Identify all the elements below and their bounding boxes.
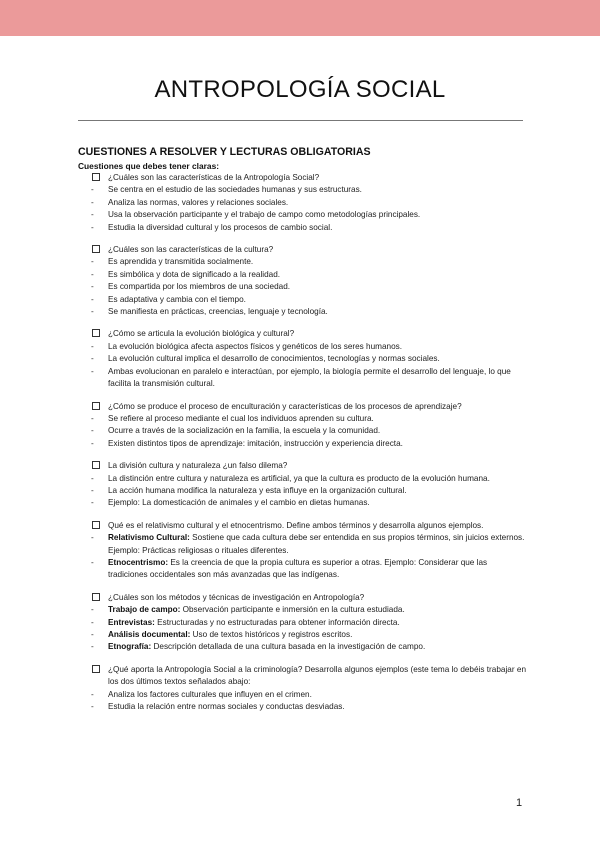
list-item [78, 269, 526, 281]
item-text: La distinción entre cultura y naturaleza es artificial, ya que la cultura es producto de la evolución humana. [108, 473, 490, 483]
answer-list [78, 689, 526, 714]
dash-bullet-icon: - [91, 485, 94, 495]
term-description: Sostiene que cada cultura debe ser entendida en sus propios términos, sin juicios externos. Ejemplo: Prácticas religiosas o rituales diferentes. [108, 533, 525, 555]
question-text: ¿Cómo se produce el proceso de enculturación y características de los procesos de aprendizaje? [108, 401, 462, 411]
question-item [78, 244, 526, 256]
question-item [78, 664, 526, 689]
item-text: Analiza los factores culturales que influyen en el crimen. [108, 689, 312, 699]
answer-list [78, 413, 526, 450]
list-item [78, 629, 526, 641]
dash-bullet-icon: - [91, 354, 94, 364]
question-item [78, 328, 526, 340]
item-text: Es compartida por los miembros de una sociedad. [108, 282, 291, 292]
question-text: ¿Cómo se articula la evolución biológica y cultural? [108, 329, 295, 339]
dash-bullet-icon: - [91, 269, 94, 279]
checkbox-icon[interactable] [92, 329, 100, 337]
item-text: La acción humana modifica la naturaleza y esta influye en la organización cultural. [108, 485, 407, 495]
item-text: La evolución biológica afecta aspectos físicos y genéticos de los seres humanos. [108, 341, 403, 351]
dash-bullet-icon: - [91, 222, 94, 232]
checkbox-icon[interactable] [92, 402, 100, 410]
item-text: Se centra en el estudio de las sociedades humanas y sus estructuras. [108, 185, 362, 195]
question-item [78, 401, 526, 413]
answer-list [78, 532, 526, 582]
question-text: ¿Cuáles son las características de la Antropología Social? [108, 173, 320, 182]
list-item [78, 197, 526, 209]
dash-bullet-icon: - [91, 689, 94, 699]
dash-bullet-icon: - [91, 473, 94, 483]
question-block [78, 520, 526, 582]
term-label: Etnografía: [108, 642, 152, 652]
subheading: Cuestiones que debes tener claras: [78, 161, 220, 171]
question-text: Qué es el relativismo cultural y el etnocentrismo. Define ambos términos y desarrolla algunos ejemplos. [108, 520, 484, 530]
checkbox-icon[interactable] [92, 521, 100, 529]
question-block [78, 244, 526, 318]
term-label: Análisis documental: [108, 630, 191, 639]
dash-bullet-icon: - [91, 341, 94, 351]
dash-bullet-icon: - [91, 617, 94, 627]
list-item [78, 425, 526, 437]
section-title: CUESTIONES A RESOLVER Y LECTURAS OBLIGATORIAS [78, 146, 371, 158]
term-label: Etnocentrismo: [108, 557, 169, 567]
item-text: La evolución cultural implica el desarrollo de conocimientos, tecnologías y normas sociales. [108, 354, 440, 364]
dash-bullet-icon: - [91, 294, 94, 304]
dash-bullet-icon: - [91, 605, 94, 615]
list-item [78, 306, 526, 318]
item-text: Ocurre a través de la socialización en la familia, la escuela y la comunidad. [108, 426, 381, 436]
top-color-band [0, 0, 600, 36]
question-item [78, 460, 526, 472]
item-text: Estudia la relación entre normas sociales y conductas desviadas. [108, 702, 345, 712]
item-text: Es simbólica y dota de significado a la realidad. [108, 269, 281, 279]
checkbox-icon[interactable] [92, 593, 100, 601]
term-description: Descripción detallada de una cultura basada en la investigación de campo. [151, 642, 426, 652]
list-item [78, 689, 526, 701]
dash-bullet-icon: - [91, 533, 94, 543]
list-item [78, 256, 526, 268]
term-description: Observación participante e inmersión en la cultura estudiada. [180, 605, 405, 615]
item-text: Usa la observación participante y el trabajo de campo como metodologías principales. [108, 210, 421, 220]
item-text: Ejemplo: La domesticación de animales y el cambio en dietas humanas. [108, 498, 370, 508]
list-item [78, 532, 526, 557]
answer-list [78, 341, 526, 391]
list-item [78, 485, 526, 497]
item-text: Es aprendida y transmitida socialmente. [108, 257, 254, 267]
question-block [78, 592, 526, 654]
dash-bullet-icon: - [91, 557, 94, 567]
checkbox-icon[interactable] [92, 245, 100, 253]
term-label: Relativismo Cultural: [108, 533, 190, 543]
document-title: ANTROPOLOGÍA SOCIAL [154, 76, 446, 103]
list-item [78, 497, 526, 509]
question-block [78, 328, 526, 390]
answer-list [78, 184, 526, 234]
dash-bullet-icon: - [91, 366, 94, 376]
list-item [78, 366, 526, 391]
list-item [78, 617, 526, 629]
dash-bullet-icon: - [91, 307, 94, 317]
term-description: Uso de textos históricos y registros escritos. [190, 630, 353, 639]
dash-bullet-icon: - [91, 630, 94, 639]
question-item [78, 592, 526, 604]
item-text: Se manifiesta en prácticas, creencias, lenguaje y tecnología. [108, 307, 328, 317]
answer-list [78, 256, 526, 318]
dash-bullet-icon: - [91, 498, 94, 508]
list-item [78, 281, 526, 293]
list-item [78, 353, 526, 365]
list-item [78, 557, 526, 582]
question-block [78, 172, 526, 234]
term-label: Trabajo de campo: [108, 605, 181, 615]
item-text: Estudia la diversidad cultural y los procesos de cambio social. [108, 222, 333, 232]
question-block [78, 401, 526, 451]
question-item [78, 172, 526, 184]
item-text: Ambas evolucionan en paralelo e interactúan, por ejemplo, la biología permite el desarrollo del lenguaje, lo que facilita la transmisión cultural. [108, 366, 511, 389]
answer-list [78, 604, 526, 654]
question-text: La división cultura y naturaleza ¿un falso dilema? [108, 461, 288, 471]
answer-list [78, 473, 526, 510]
item-text: Analiza las normas, valores y relaciones sociales. [108, 197, 289, 207]
checkbox-icon[interactable] [92, 665, 100, 673]
list-item [78, 641, 526, 653]
list-item [78, 413, 526, 425]
item-text: Existen distintos tipos de aprendizaje: imitación, instrucción y experiencia directa. [108, 438, 403, 448]
dash-bullet-icon: - [91, 426, 94, 436]
dash-bullet-icon: - [91, 282, 94, 292]
term-description: Es la creencia de que la propia cultura es superior a otras. Ejemplo: Considerar que las tradiciones occidentales son más avanzadas que las indígenas. [108, 557, 488, 580]
document-body [78, 145, 526, 713]
dash-bullet-icon: - [91, 197, 94, 207]
list-item [78, 184, 526, 196]
term-description: Estructuradas y no estructuradas para obtener información directa. [154, 617, 400, 627]
question-text: ¿Cuáles son los métodos y técnicas de investigación en Antropología? [108, 592, 365, 602]
list-item [78, 209, 526, 221]
dash-bullet-icon: - [91, 642, 94, 652]
dash-bullet-icon: - [91, 438, 94, 448]
list-item [78, 604, 526, 616]
dash-bullet-icon: - [91, 210, 94, 220]
dash-bullet-icon: - [91, 413, 94, 423]
list-item [78, 473, 526, 485]
checkbox-icon[interactable] [92, 173, 100, 181]
question-text: ¿Qué aporta la Antropología Social a la criminología? Desarrolla algunos ejemplos (este tema lo debéis trabajar en los dos últimos textos señalados abajo: [108, 664, 526, 687]
list-item [78, 341, 526, 353]
question-block [78, 460, 526, 510]
question-text: ¿Cuáles son las características de la cultura? [108, 245, 274, 255]
list-item [78, 294, 526, 306]
checkbox-icon[interactable] [92, 461, 100, 469]
item-text: Se refiere al proceso mediante el cual los individuos aprenden su cultura. [108, 413, 374, 423]
title-divider [78, 120, 523, 121]
question-item [78, 520, 526, 532]
dash-bullet-icon: - [91, 702, 94, 712]
item-text: Es adaptativa y cambia con el tiempo. [108, 294, 246, 304]
list-item [78, 222, 526, 234]
list-item [78, 701, 526, 713]
dash-bullet-icon: - [91, 185, 94, 195]
term-label: Entrevistas: [108, 617, 155, 627]
dash-bullet-icon: - [91, 257, 94, 267]
question-list [78, 172, 526, 713]
page-number: 1 [516, 797, 523, 809]
list-item [78, 438, 526, 450]
question-block [78, 664, 526, 714]
